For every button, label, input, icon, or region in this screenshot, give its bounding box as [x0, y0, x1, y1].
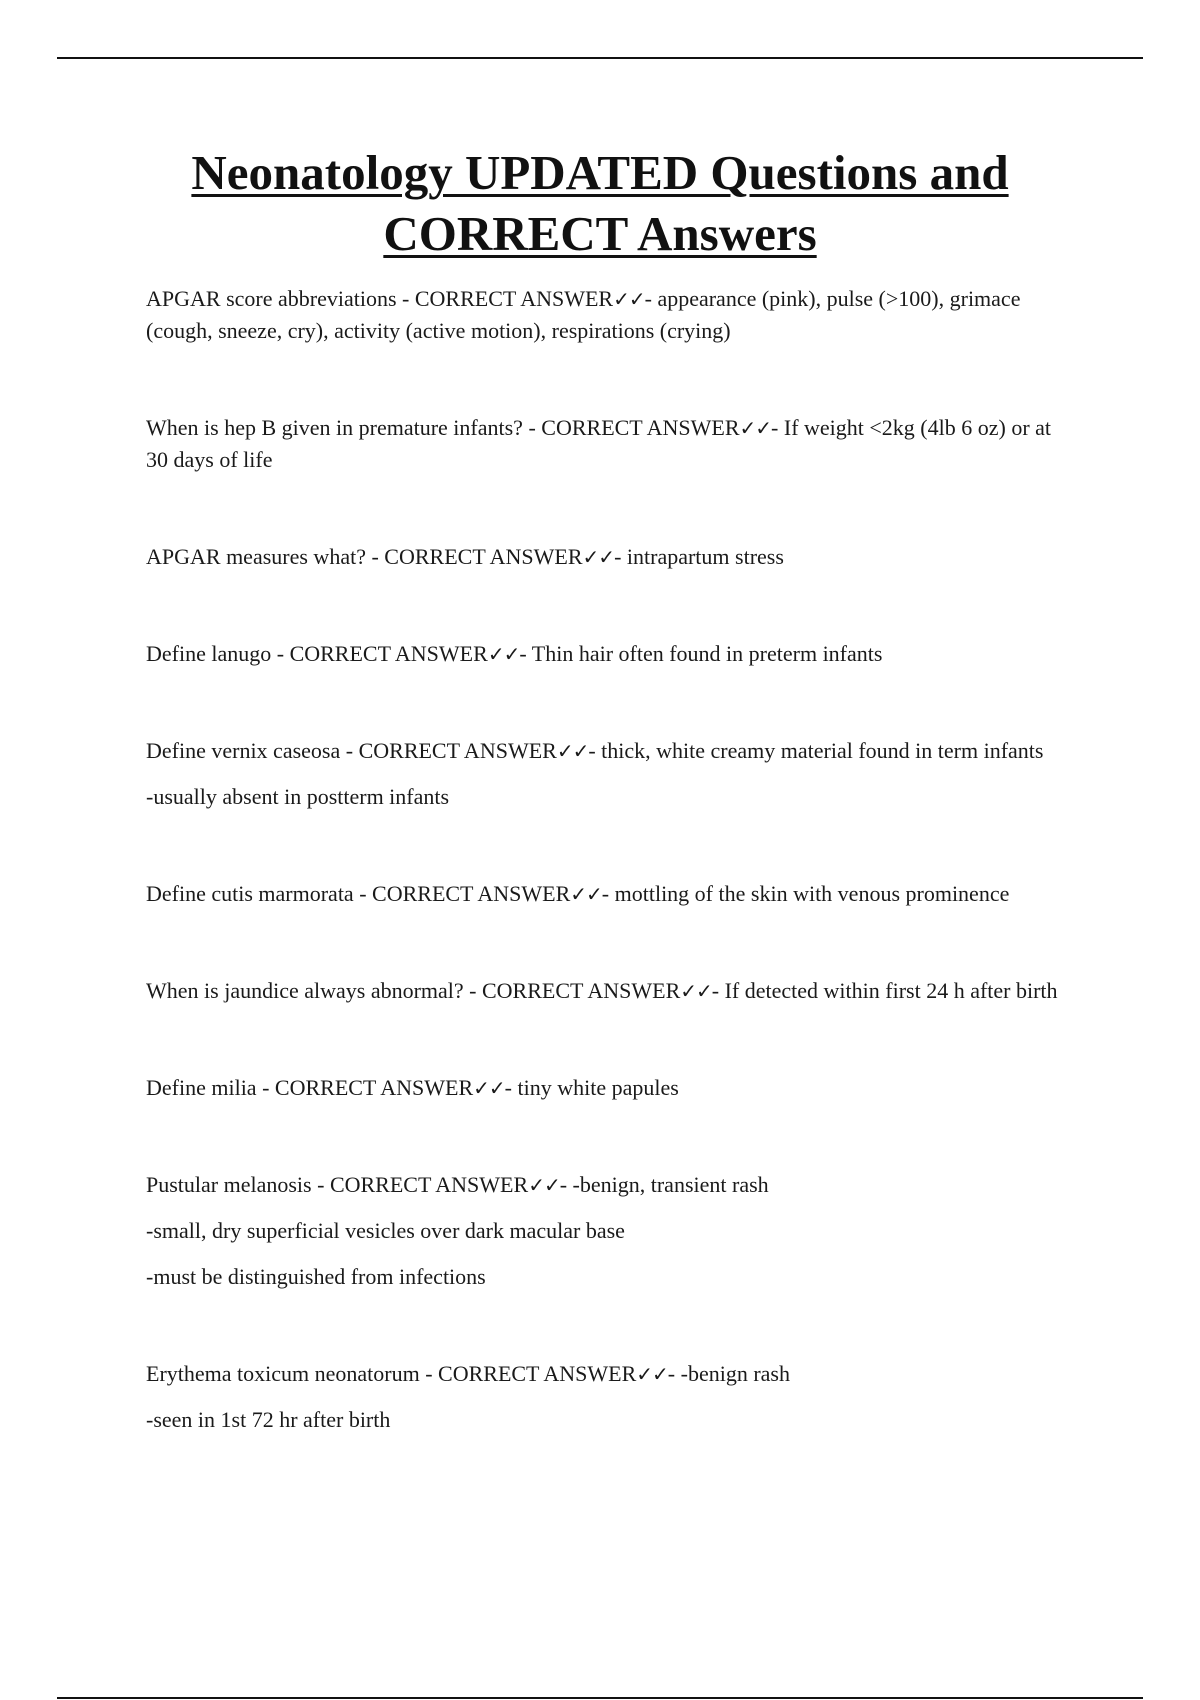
qa-item — [146, 878, 1066, 910]
document-title: Neonatology UPDATED Questions and CORRECT Answers — [191, 145, 1009, 261]
check-marks-icon: ✓✓ — [613, 287, 645, 311]
question-text: When is hep B given in premature infants? — [146, 415, 523, 440]
check-marks-icon: ✓✓ — [473, 1076, 505, 1100]
question-text: Define milia — [146, 1075, 257, 1100]
answer-marker: CORRECT ANSWER — [289, 641, 488, 666]
qa-item — [146, 638, 1066, 670]
question-text: When is jaundice always abnormal? — [146, 978, 464, 1003]
qa-item — [146, 1072, 1066, 1104]
answer-extra-line: -must be distinguished from infections — [146, 1264, 486, 1289]
answer-extra-line: -seen in 1st 72 hr after birth — [146, 1407, 391, 1432]
question-text: Define cutis marmorata — [146, 881, 354, 906]
answer-text: If detected within first 24 h after birth — [724, 978, 1058, 1003]
qa-item — [146, 1358, 1066, 1436]
answer-marker: CORRECT ANSWER — [414, 286, 614, 311]
qa-item — [146, 975, 1066, 1007]
qa-item — [146, 735, 1066, 813]
qa-item — [146, 1169, 1066, 1293]
question-text: Erythema toxicum neonatorum — [146, 1361, 420, 1386]
bottom-rule — [57, 1697, 1143, 1699]
qa-line: Define vernix caseosa - CORRECT ANSWER✓✓- thick, white creamy material found in term infants — [146, 738, 1044, 763]
qa-line: Define cutis marmorata - CORRECT ANSWER✓✓- mottling of the skin with venous prominence — [146, 881, 1010, 906]
check-marks-icon: ✓✓ — [739, 416, 772, 440]
answer-marker: CORRECT ANSWER — [329, 1172, 529, 1197]
qa-line: When is hep B given in premature infants? - CORRECT ANSWER✓✓- If weight <2kg (4lb 6 oz) or at 30 days of life — [146, 415, 1052, 472]
answer-text: tiny white papules — [517, 1075, 679, 1100]
qa-line: Define milia - CORRECT ANSWER✓✓- tiny white papules — [146, 1075, 679, 1100]
qa-item — [146, 541, 1066, 573]
answer-extra-line: -usually absent in postterm infants — [146, 784, 450, 809]
answer-text: thick, white creamy material found in term infants — [601, 738, 1044, 763]
top-rule — [57, 57, 1143, 59]
qa-item — [146, 283, 1066, 347]
answer-text: intrapartum stress — [626, 544, 784, 569]
answer-text: -benign rash — [680, 1361, 790, 1386]
answer-text: -benign, transient rash — [572, 1172, 769, 1197]
question-text: Pustular melanosis — [146, 1172, 312, 1197]
qa-line: Define lanugo - CORRECT ANSWER✓✓- Thin hair often found in preterm infants — [146, 641, 883, 666]
question-text: APGAR score abbreviations — [146, 286, 397, 311]
qa-item — [146, 412, 1066, 476]
check-marks-icon: ✓✓ — [582, 545, 615, 569]
answer-marker: CORRECT ANSWER — [372, 881, 571, 906]
answer-text: If weight <2kg (4lb 6 oz) or at 30 days of life — [146, 415, 1052, 472]
check-marks-icon: ✓✓ — [636, 1362, 668, 1386]
qa-line: Erythema toxicum neonatorum - CORRECT ANSWER✓✓- -benign rash — [146, 1361, 790, 1386]
check-marks-icon: ✓✓ — [556, 739, 589, 763]
qa-line: Pustular melanosis - CORRECT ANSWER✓✓- -benign, transient rash — [146, 1172, 769, 1197]
answer-marker: CORRECT ANSWER — [438, 1361, 637, 1386]
qa-line: APGAR score abbreviations - CORRECT ANSWER✓✓- appearance (pink), pulse (>100), grimace (cough, sneeze, cry), activity (active motion), respirations (crying) — [146, 286, 1021, 343]
answer-extra-line: -small, dry superficial vesicles over dark macular base — [146, 1218, 625, 1243]
answer-marker: CORRECT ANSWER — [274, 1075, 474, 1100]
answer-marker: CORRECT ANSWER — [358, 738, 557, 763]
answer-text: appearance (pink), pulse (>100), grimace (cough, sneeze, cry), activity (active motion), respirations (crying) — [146, 286, 1021, 343]
answer-marker: CORRECT ANSWER — [482, 978, 681, 1003]
answer-marker: CORRECT ANSWER — [384, 544, 583, 569]
question-text: Define vernix caseosa — [146, 738, 341, 763]
answer-marker: CORRECT ANSWER — [541, 415, 740, 440]
qa-list — [146, 283, 1066, 1501]
answer-text: mottling of the skin with venous prominence — [614, 881, 1010, 906]
check-marks-icon: ✓✓ — [570, 882, 602, 906]
qa-line: APGAR measures what? - CORRECT ANSWER✓✓- intrapartum stress — [146, 544, 784, 569]
question-text: Define lanugo — [146, 641, 272, 666]
check-marks-icon: ✓✓ — [487, 642, 520, 666]
question-text: APGAR measures what? — [146, 544, 366, 569]
qa-line: When is jaundice always abnormal? - CORRECT ANSWER✓✓- If detected within first 24 h after birth — [146, 978, 1058, 1003]
check-marks-icon: ✓✓ — [528, 1173, 560, 1197]
check-marks-icon: ✓✓ — [680, 979, 712, 1003]
answer-text: Thin hair often found in preterm infants — [531, 641, 883, 666]
